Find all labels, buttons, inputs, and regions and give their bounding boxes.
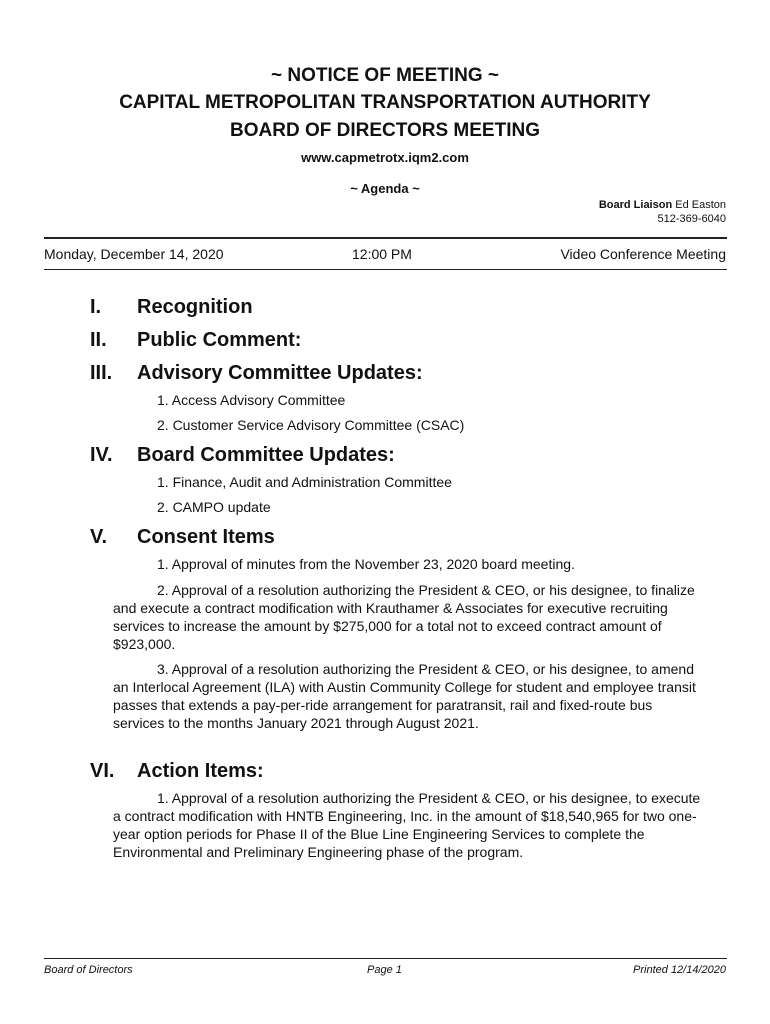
section-number: III. bbox=[90, 362, 113, 384]
section-title: Action Items: bbox=[137, 760, 264, 782]
footer-printed-date: Printed 12/14/2020 bbox=[633, 964, 726, 976]
list-item: 1. Approval of minutes from the November 23, 2020 board meeting. bbox=[157, 556, 575, 572]
authority-name: CAPITAL METROPOLITAN TRANSPORTATION AUTHORITY bbox=[119, 92, 651, 113]
section-number: V. bbox=[90, 526, 108, 548]
meeting-location: Video Conference Meeting bbox=[560, 246, 726, 262]
section-title: Advisory Committee Updates: bbox=[137, 362, 423, 384]
section-title: Public Comment: bbox=[137, 329, 302, 351]
meeting-date: Monday, December 14, 2020 bbox=[44, 246, 224, 262]
liaison-label: Board Liaison bbox=[598, 199, 673, 211]
list-item bbox=[113, 581, 703, 653]
divider-top bbox=[44, 237, 727, 239]
list-item: 1. Finance, Audit and Administration Committee bbox=[157, 474, 452, 490]
list-item: 2. CAMPO update bbox=[157, 499, 271, 515]
section-number: VI. bbox=[90, 760, 115, 782]
section-number: I. bbox=[90, 296, 102, 318]
liaison-name: Ed Easton bbox=[675, 199, 726, 211]
liaison-phone: 512-369-6040 bbox=[657, 213, 726, 225]
agenda-label: ~ Agenda ~ bbox=[350, 181, 420, 196]
section-number: II. bbox=[90, 329, 107, 351]
meeting-time: 12:00 PM bbox=[352, 246, 412, 262]
section-title: Consent Items bbox=[137, 526, 275, 548]
section-title: Board Committee Updates: bbox=[137, 444, 395, 466]
divider-bottom bbox=[44, 269, 727, 270]
list-item-text: 2. Approval of a resolution authorizing the President & CEO, or his designee, to finalize and execute a contract modification with Krauthamer & Associates for executive recruiting services to increase the amount by $275,000 for a total not to exceed contract amount of $923,000. bbox=[113, 582, 695, 652]
website-link[interactable]: www.capmetrotx.iqm2.com bbox=[301, 150, 469, 165]
list-item-text: 1. Approval of a resolution authorizing the President & CEO, or his designee, to execute a contract modification with HNTB Engineering, Inc. in the amount of $18,540,965 for two one-year option periods for Phase II of the Blue Line Engineering Services to complete the Environmental and Preliminary Engineering phase of the program. bbox=[113, 790, 701, 860]
footer-board: Board of Directors bbox=[44, 964, 133, 976]
section-number: IV. bbox=[90, 444, 113, 466]
list-item bbox=[113, 660, 703, 732]
list-item: 2. Customer Service Advisory Committee (CSAC) bbox=[157, 417, 465, 433]
list-item bbox=[113, 789, 703, 861]
list-item: 1. Access Advisory Committee bbox=[157, 392, 346, 408]
section-title: Recognition bbox=[137, 296, 253, 318]
meeting-title: BOARD OF DIRECTORS MEETING bbox=[230, 120, 540, 141]
footer-page-number: Page 1 bbox=[367, 964, 402, 976]
list-item-text: 3. Approval of a resolution authorizing the President & CEO, or his designee, to amend an Interlocal Agreement (ILA) with Austin Community College for student and employee transit passes that extends a pay-per-ride arrangement for paratransit, rail and fixed-route bus services to the months January 2021 through August 2021. bbox=[113, 661, 696, 731]
notice-heading: ~ NOTICE OF MEETING ~ bbox=[270, 65, 500, 86]
board-liaison bbox=[599, 198, 726, 226]
footer-divider bbox=[44, 958, 727, 959]
